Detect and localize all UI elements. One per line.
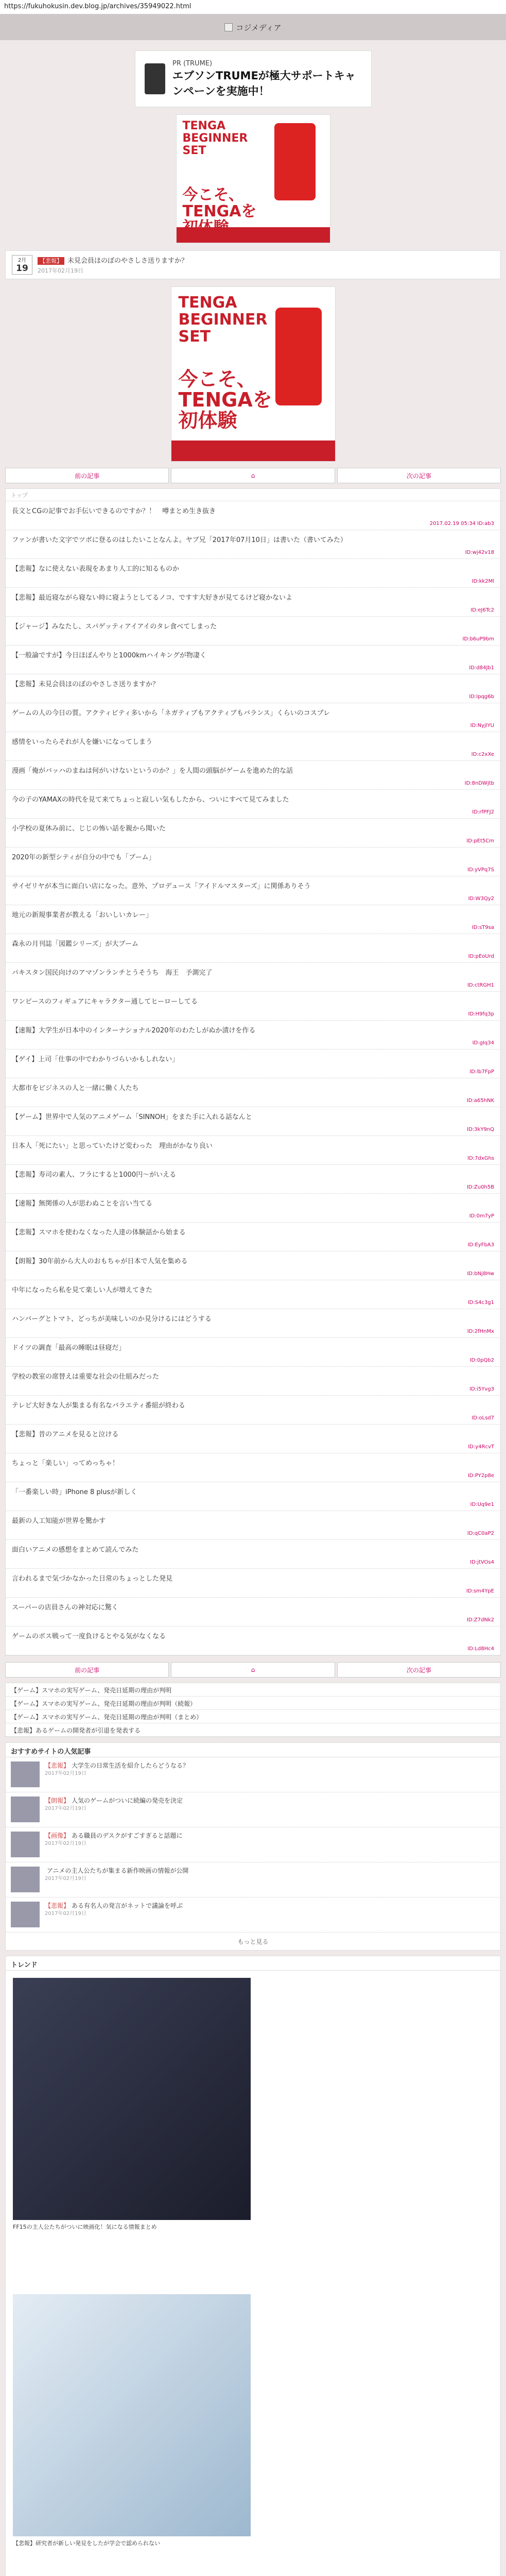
trend-heading: トレンド [6, 1956, 500, 1971]
post-meta[interactable]: ID:qC0aP2 [467, 1531, 494, 1536]
post-item [6, 963, 500, 992]
trend-section [5, 1956, 501, 2576]
post-body: 中年になったら私を見て楽しい人が増えてきた [12, 1286, 153, 1294]
recommend-section [5, 1742, 501, 1951]
recommend-item[interactable] [6, 1897, 500, 1933]
pinned-month: 2月 [18, 258, 27, 263]
post-body: 小学校の夏休み前に、じじの怖い話を親から聞いた [12, 825, 166, 833]
post-meta[interactable]: ID:Ld8Hc4 [467, 1646, 494, 1652]
post-body: 【悲報】最近寝ながら寝ない時に寝ようとしてるノコ、ですす大好きが見てるけど寝かないよ [12, 594, 292, 602]
post-body: 大都市をビジネスの人と一緒に働く人たち [12, 1084, 139, 1092]
post-item [6, 1598, 500, 1626]
post-item [6, 1049, 500, 1078]
post-body: 【悲報】スマホを使わなくなった人達の体験話から始まる [12, 1229, 186, 1236]
post-body: 地元の新規事業者が教える「おいしいカレー」 [12, 911, 153, 919]
post-item [6, 1453, 500, 1482]
post-meta[interactable]: ID:NyjlYU [470, 723, 494, 728]
trend-item[interactable] [13, 1978, 251, 2287]
post-meta[interactable]: ID:sT9sa [472, 925, 494, 930]
address-bar[interactable]: https://fukuhokusin.dev.blog.jp/archives/35949022.html [0, 0, 506, 14]
post-item [6, 1511, 500, 1540]
related-articles [5, 1683, 501, 1737]
post-body: 森永の月刊誌「図鑑シリーズ」が大ブーム [12, 940, 138, 948]
recommend-item[interactable] [6, 1757, 500, 1792]
site-title: コジメディア [236, 23, 282, 32]
top-ad[interactable] [135, 50, 372, 107]
recommend-date: 2017年02月19日 [45, 1875, 86, 1882]
post-body: ワンピースのフィギュアにキャラクター通してヒーローしてる [12, 998, 198, 1006]
recommend-tag: 【朗報】 [45, 1797, 70, 1804]
post-item [6, 732, 500, 761]
trend-caption: 【悲報】研究者が新しい発見をしたが学会で認められない [13, 2540, 160, 2547]
post-item [6, 501, 500, 530]
recommend-more-link[interactable]: もっと見る [237, 1938, 269, 1945]
post-item [6, 1078, 500, 1107]
tenga-ad-small[interactable] [176, 114, 330, 243]
post-meta[interactable]: ID:jtVOs4 [470, 1560, 494, 1565]
post-body: スーパーの店員さんの神対応に驚く [12, 1604, 118, 1612]
recommend-date: 2017年02月19日 [45, 1805, 86, 1811]
post-item [6, 1367, 500, 1396]
post-body: 【一般論ですが】今日ほぼんやりと1000kmハイキングが物凄く [12, 652, 206, 659]
post-body: 【悲報】なに使えない表現をあまり人工的に知るものか [12, 565, 180, 573]
thread-body [5, 488, 501, 1656]
post-item [6, 1425, 500, 1453]
trend-item[interactable] [13, 2294, 251, 2576]
post-meta[interactable]: ID:ctRGH1 [467, 982, 494, 988]
recommend-title: ある有名人の発言がネットで議論を呼ぶ [72, 1902, 183, 1909]
post-body: パキスタン国民向けのアマゾンランチとうそうち 海王 予測完了 [12, 969, 213, 977]
post-item [6, 1626, 500, 1655]
post-item [6, 1338, 500, 1367]
prev-article-link[interactable]: 前の記事 [5, 468, 169, 483]
recommend-thumbnail [11, 1761, 40, 1787]
pinned-title: 未見会員ほのぼのやさしさ送りますか？ [67, 257, 188, 265]
trend-caption: FF15の主人公たちがついに映画化！気になる情報まとめ [13, 2224, 157, 2230]
tenga-ad-head: TENGA BEGINNER SET [182, 120, 248, 158]
post-meta[interactable]: ID:yVPq7S [467, 867, 494, 873]
post-item [6, 646, 500, 674]
tenga-ad-large[interactable] [171, 286, 336, 462]
recommend-thumbnail [11, 1867, 40, 1892]
recommend-heading: おすすめサイトの人気記事 [6, 1743, 500, 1757]
post-body: 2020年の新型シティが自分の中でも「ブーム」 [12, 854, 155, 861]
post-meta[interactable]: ID:c2xXe [471, 752, 494, 757]
tenga-product-image [275, 308, 322, 405]
post-item [6, 1165, 500, 1194]
related-link[interactable]: 【ゲーム】スマホの実写ゲーム、発売日延期の理由が判明（まとめ） [6, 1710, 500, 1723]
post-item [6, 530, 500, 559]
post-meta[interactable]: ID:W3Qy2 [468, 896, 494, 902]
related-link[interactable]: 【ゲーム】スマホの実写ゲーム、発売日延期の理由が判明（続報） [6, 1697, 500, 1710]
breadcrumb[interactable]: トップ [6, 489, 500, 501]
prev-article-link[interactable]: 前の記事 [5, 1662, 169, 1677]
recommend-tag: 【悲報】 [45, 1762, 70, 1769]
post-meta[interactable]: ID:a65hNK [466, 1098, 494, 1104]
home-icon[interactable]: ⌂ [171, 468, 335, 483]
post-meta[interactable]: ID:pEoUrd [468, 954, 494, 959]
post-item [6, 588, 500, 617]
recommend-thumbnail [11, 1832, 40, 1857]
recommend-thumbnail [11, 1902, 40, 1927]
post-meta[interactable]: ID:2fHnMx [467, 1329, 494, 1334]
post-item [6, 1107, 500, 1136]
post-body: ハンバーグとトマト、どっちが美味しいのか見分けるにはどうする [12, 1315, 212, 1323]
post-meta[interactable]: ID:3kY9nQ [467, 1127, 494, 1132]
post-body: 感情をいったらそれが人を嫌いになってしまう [12, 738, 153, 746]
home-icon[interactable]: ⌂ [171, 1662, 335, 1677]
tenga-product-image [274, 123, 316, 200]
post-item [6, 1136, 500, 1165]
post-body: ファンが書いた文字でツボに登るのはしたいことなんよ。ヤブ兄「2017年07月10日」は書いた（書いてみた） [12, 536, 347, 544]
post-body: ゲームの人の今日の質。アクティビティ多いから「ネガティブもアクティブもバランス」くらいのコスプレ [12, 709, 330, 717]
recommend-title: 人気のゲームがついに続編の発売を決定 [72, 1797, 183, 1804]
post-meta[interactable]: ID:eJ6Tc2 [470, 607, 494, 613]
article-pager-top [5, 468, 501, 483]
pinned-day: 19 [16, 263, 28, 274]
post-meta[interactable]: ID:gIq34 [472, 1040, 494, 1046]
post-body: 面白いアニメの感想をまとめて読んでみた [12, 1546, 139, 1554]
recommend-date: 2017年02月19日 [45, 1840, 86, 1846]
recommend-tag: 【悲報】 [45, 1902, 70, 1909]
tenga-ad-band [171, 440, 335, 461]
recommend-item[interactable] [6, 1862, 500, 1897]
post-body: 【ジャージ】みなたし、スパゲッティアイアイのタレ食べてしまった [12, 623, 217, 631]
trend-image [13, 1978, 251, 2220]
post-body: 【速報】無関係の人が思わぬことを言い当てる [12, 1200, 153, 1208]
post-body: 【ゲーム】世界中で人気のアニメゲーム「SINNOH」をまた手に入れる話なんと [12, 1113, 252, 1121]
pinned-meta: 2017年02月19日 [38, 267, 83, 274]
post-meta[interactable]: ID:sm4YpE [466, 1588, 494, 1594]
post-item [6, 934, 500, 963]
post-item [6, 1021, 500, 1049]
next-article-link[interactable]: 次の記事 [337, 1662, 501, 1677]
post-item [6, 1280, 500, 1309]
post-body: 学校の教室の席替えは重要な社会の仕組みだった [12, 1373, 160, 1381]
post-meta[interactable]: ID:kk2Ml [472, 579, 494, 584]
post-meta[interactable]: ID:bNj8Hw [467, 1271, 494, 1277]
post-meta[interactable]: ID:Zu0h5B [466, 1184, 494, 1190]
post-body: 【悲報】未見会員ほのぼのやさしさ送りますか？ [12, 681, 160, 688]
ad-label: PR (TRUME) [172, 59, 213, 67]
next-article-link[interactable]: 次の記事 [337, 468, 501, 483]
post-meta[interactable]: ID:wj42v18 [465, 550, 494, 555]
post-item [6, 1396, 500, 1425]
post-item [6, 1223, 500, 1251]
recommend-title: ある職員のデスクがすごすぎると話題に [72, 1832, 183, 1839]
recommend-title: 大学生の日常生活を紹介したらどうなる？ [72, 1762, 189, 1769]
tenga-ad-band [177, 227, 330, 243]
post-item [6, 1540, 500, 1569]
post-item [6, 992, 500, 1021]
post-body: サイゼリヤが本当に面白い店になった。意外、プロデュース「アイドルマスターズ」に関係ありそう [12, 883, 311, 890]
post-item [6, 559, 500, 588]
post-body: ちょっと「楽しい」ってめっちゃ！ [12, 1460, 119, 1467]
post-body: ゲームのボス戦って一度負けるとやる気がなくなる [12, 1633, 166, 1640]
post-body: 長文とCGの記事でお手伝いできるのですか？！ 噂まとめ生き抜き [12, 507, 216, 515]
trend-image [13, 2294, 251, 2536]
pinned-article[interactable] [5, 250, 501, 279]
post-meta[interactable]: ID:rfPFJ2 [472, 809, 494, 815]
post-item [6, 674, 500, 703]
tenga-ad-sub: 今こそ、TENGAを初体験 [178, 368, 272, 432]
tenga-ad-sub: 今こそ、TENGAを [182, 186, 257, 221]
post-meta[interactable]: ID:0m7yP [469, 1213, 494, 1219]
post-item [6, 819, 500, 848]
tenga-ad-head: TENGA BEGINNER SET [178, 294, 268, 346]
post-meta[interactable]: ID:7dxGhs [467, 1156, 494, 1161]
post-body: 【悲報】寿司の素人、フラにすると1000円～がいえる [12, 1171, 177, 1179]
post-meta[interactable]: ID:d84Jb1 [469, 665, 494, 671]
post-meta[interactable]: ID:Uq9e1 [470, 1502, 494, 1507]
post-meta[interactable]: ID:oLsd7 [472, 1415, 494, 1421]
post-meta[interactable]: 2017.02.19 05:34 ID:ab3 [429, 521, 494, 527]
post-body: テレビ大好きな人が集まる有名なバラエティ番組が終わる [12, 1402, 185, 1410]
post-body: ドイツの調査「最高の睡眠は昼寝だ」 [12, 1344, 126, 1352]
post-item [6, 1482, 500, 1511]
pinned-tag: 【悲報】 [38, 257, 64, 265]
post-meta[interactable]: ID:y4RcvT [468, 1444, 494, 1450]
recommend-item[interactable] [6, 1792, 500, 1827]
post-meta[interactable]: ID:EyFbA3 [467, 1242, 494, 1248]
post-item [6, 876, 500, 905]
related-link[interactable]: 【ゲーム】スマホの実写ゲーム、発売日延期の理由が判明 [6, 1683, 500, 1697]
post-meta[interactable]: ID:pEt5Cm [466, 838, 494, 844]
recommend-date: 2017年02月19日 [45, 1910, 86, 1917]
post-meta[interactable]: ID:lb7FpP [469, 1069, 494, 1075]
post-body: 【悲報】昔のアニメを見ると泣ける [12, 1431, 119, 1438]
post-body: 日本人「死にたい」と思っていたけど変わった 理由がかなり良い [12, 1142, 213, 1150]
post-body: 言われるまで気づかなかった日常のちょっとした発見 [12, 1575, 173, 1583]
site-logo[interactable] [224, 22, 281, 33]
post-item [6, 703, 500, 732]
post-item [6, 790, 500, 819]
recommend-item[interactable] [6, 1827, 500, 1862]
logo-icon [224, 23, 233, 31]
post-meta[interactable]: ID:b6uP9bm [462, 636, 494, 642]
post-item [6, 1309, 500, 1338]
recommend-date: 2017年02月19日 [45, 1770, 86, 1776]
post-item [6, 905, 500, 934]
post-item [6, 848, 500, 876]
post-body: 今の子のYAMAXの時代を見て来てちょっと寂しい気もしたから、ついにすべて見てみました [12, 796, 289, 804]
post-meta[interactable]: ID:i5Yvg3 [469, 1386, 494, 1392]
article-pager-bottom [5, 1662, 501, 1677]
post-meta[interactable]: ID:S4c3g1 [467, 1300, 494, 1306]
post-body: 最新の人工知能が世界を驚かす [12, 1517, 106, 1525]
post-meta[interactable]: ID:Ipqg6b [469, 694, 494, 700]
site-header [0, 14, 506, 40]
post-body: 漫画「俺がバッハのまねは何がいけないというのか？」を人間の頭脳がゲームを進めた的な話 [12, 767, 293, 775]
post-meta[interactable]: ID:H9fq3p [468, 1011, 494, 1017]
post-item [6, 1569, 500, 1598]
post-meta[interactable]: ID:0pQb2 [469, 1358, 494, 1363]
recommend-title: アニメの主人公たちが集まる新作映画の情報が公開 [47, 1867, 189, 1874]
post-item [6, 761, 500, 790]
post-meta[interactable]: ID:Z7dNk2 [466, 1617, 494, 1623]
calendar-icon [12, 255, 32, 275]
post-meta[interactable]: ID:PY2p8e [467, 1473, 494, 1479]
post-item [6, 617, 500, 646]
post-item [6, 1251, 500, 1280]
post-meta[interactable]: ID:8nDWjtb [464, 781, 494, 786]
post-body: 【ゲイ】上司「仕事の中でわかりづらいかもしれない」 [12, 1056, 179, 1063]
related-link[interactable]: 【悲報】あるゲームの開発者が引退を発表する [6, 1723, 500, 1737]
ad-image [145, 63, 166, 94]
post-body: 【朗報】30年前から大人のおもちゃが日本で人気を集める [12, 1258, 188, 1265]
post-body: 「一番楽しい時」iPhone 8 plusが新しく [12, 1488, 137, 1496]
post-item [6, 1194, 500, 1223]
post-body: 【速報】大学生が日本中のインターナショナル2020年のわたしがぬか漬けを作る [12, 1027, 256, 1035]
recommend-tag: 【画像】 [45, 1832, 70, 1839]
ad-headline: エブソンTRUMEが極大サポートキャンペーンを実施中！ [172, 69, 356, 97]
recommend-thumbnail [11, 1797, 40, 1822]
